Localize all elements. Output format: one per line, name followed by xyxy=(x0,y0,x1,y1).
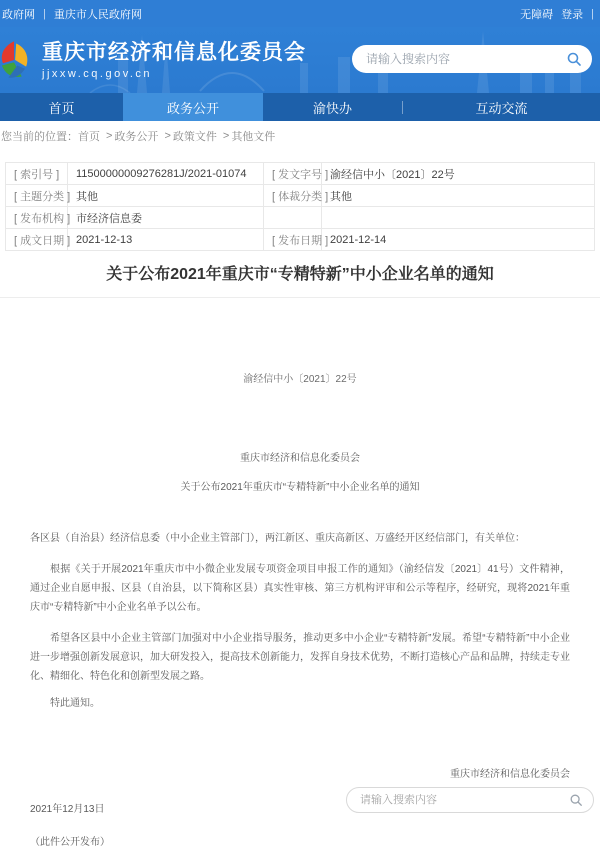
title-divider xyxy=(0,297,600,298)
genre-category-label: [ 体裁分类 ] xyxy=(264,185,322,207)
breadcrumb-separator: > xyxy=(222,129,230,142)
signature-date: 2021年12月13日 xyxy=(30,804,105,815)
doc-symbol-value: 渝经信中小〔2021〕22号 xyxy=(322,163,595,185)
page-title: 关于公布2021年重庆市“专精特新”中小企业名单的通知 xyxy=(106,266,494,283)
search-icon[interactable] xyxy=(566,51,582,67)
empty-label xyxy=(264,207,322,229)
topbar-right-links xyxy=(520,6,594,22)
gov-portal-link[interactable]: 政府网 xyxy=(2,8,35,21)
closing-paragraph: 特此通知。 xyxy=(50,698,100,709)
nav-item-yukuaiban[interactable]: 渝快办 xyxy=(312,100,352,116)
search-icon[interactable] xyxy=(569,793,583,807)
issuing-agency-label: [ 发布机构 ] xyxy=(6,207,68,229)
topbar-left-links xyxy=(2,6,142,22)
breadcrumb-prefix: 您当前的位置： xyxy=(1,130,78,143)
subject-category-value: 其他 xyxy=(68,185,264,207)
gov-topbar xyxy=(0,0,600,27)
bottom-search-box xyxy=(346,787,594,813)
subject-category-label: [ 主题分类 ] xyxy=(6,185,68,207)
site-header xyxy=(0,27,600,93)
body-paragraph-2: 希望各区县中小企业主管部门加强对中小企业指导服务，推动更多中小企业“专精特新”发展。希望“专精特新”中小企业进一步增强创新发展意识，加大研发投入，提高技术创新能力，发挥自身技术优势，不断打造核心产品和品牌，持续走专业化、精细化、特色化和创新型发展之路。 xyxy=(30,633,570,682)
breadcrumb-separator: > xyxy=(106,129,113,142)
nav-item-interaction[interactable]: 互动交流 xyxy=(475,100,528,116)
empty-value xyxy=(322,207,595,229)
breadcrumb xyxy=(0,121,600,150)
site-url: jjxxw.cq.gov.cn xyxy=(42,67,153,80)
table-row xyxy=(6,163,595,185)
public-release-note: （此件公开发布） xyxy=(30,837,110,848)
publish-date-label: [ 发布日期 ] xyxy=(264,229,322,251)
header-search-input[interactable] xyxy=(366,52,566,66)
nav-item-public-affairs[interactable]: 政务公开 xyxy=(123,93,263,121)
table-row xyxy=(6,207,595,229)
body-paragraph-1: 根据《关于开展2021年重庆市中小微企业发展专项资金项目申报工作的通知》（渝经信发〔2021〕41号）文件精神，通过企业自愿申报、区县（自治县，以下简称区县）真实性审核、第三方机构评审和公示等程序，经研究，现将2021年重庆市“专精特新”中小企业名单予以公布。 xyxy=(30,564,570,613)
breadcrumb-home[interactable]: 首页 xyxy=(78,130,100,143)
metadata-section xyxy=(0,150,600,251)
header-search-box xyxy=(352,45,592,73)
metadata-table xyxy=(5,162,595,251)
bottom-search-input[interactable] xyxy=(360,794,569,806)
login-link[interactable]: 登录 xyxy=(561,8,584,21)
breadcrumb-public-affairs[interactable]: 政务公开 xyxy=(114,130,159,143)
doc-symbol-label: [ 发文字号 ] xyxy=(264,163,322,185)
site-identity xyxy=(42,41,306,80)
doc-number: 渝经信中小〔2021〕22号 xyxy=(243,374,357,385)
genre-category-value: 其他 xyxy=(322,185,595,207)
primary-nav xyxy=(0,93,600,121)
written-date-value: 2021-12-13 xyxy=(68,229,264,251)
accessibility-link[interactable]: 无障碍 xyxy=(520,8,554,21)
nav-item-home[interactable]: 首页 xyxy=(48,100,75,116)
topbar-separator: | xyxy=(43,7,46,20)
signature-org: 重庆市经济和信息化委员会 xyxy=(450,769,570,780)
table-row xyxy=(6,229,595,251)
cq-gov-link[interactable]: 重庆市人民政府网 xyxy=(53,8,142,21)
breadcrumb-separator: > xyxy=(164,129,171,142)
issuer-line: 重庆市经济和信息化委员会 xyxy=(240,453,360,464)
index-number-value: 11500000009276281J/2021-01074 xyxy=(68,163,264,185)
doc-inner-title: 关于公布2021年重庆市“专精特新”中小企业名单的通知 xyxy=(180,482,420,493)
topbar-trailing-separator: | xyxy=(591,7,594,20)
breadcrumb-policy-files[interactable]: 政策文件 xyxy=(172,130,217,143)
salutation-paragraph: 各区县（自治县）经济信息委（中小企业主管部门），两江新区、重庆高新区、万盛经开区经信部门，有关单位： xyxy=(30,533,525,544)
written-date-label: [ 成文日期 ] xyxy=(6,229,68,251)
site-title: 重庆市经济和信息化委员会 xyxy=(42,40,306,64)
breadcrumb-other-files[interactable]: 其他文件 xyxy=(231,130,276,143)
notice-article xyxy=(0,264,600,852)
index-number-label: [ 索引号 ] xyxy=(6,163,68,185)
table-row xyxy=(6,185,595,207)
issuing-agency-value: 市经济信息委 xyxy=(68,207,264,229)
site-logo-icon xyxy=(0,38,36,82)
publish-date-value: 2021-12-14 xyxy=(322,229,595,251)
